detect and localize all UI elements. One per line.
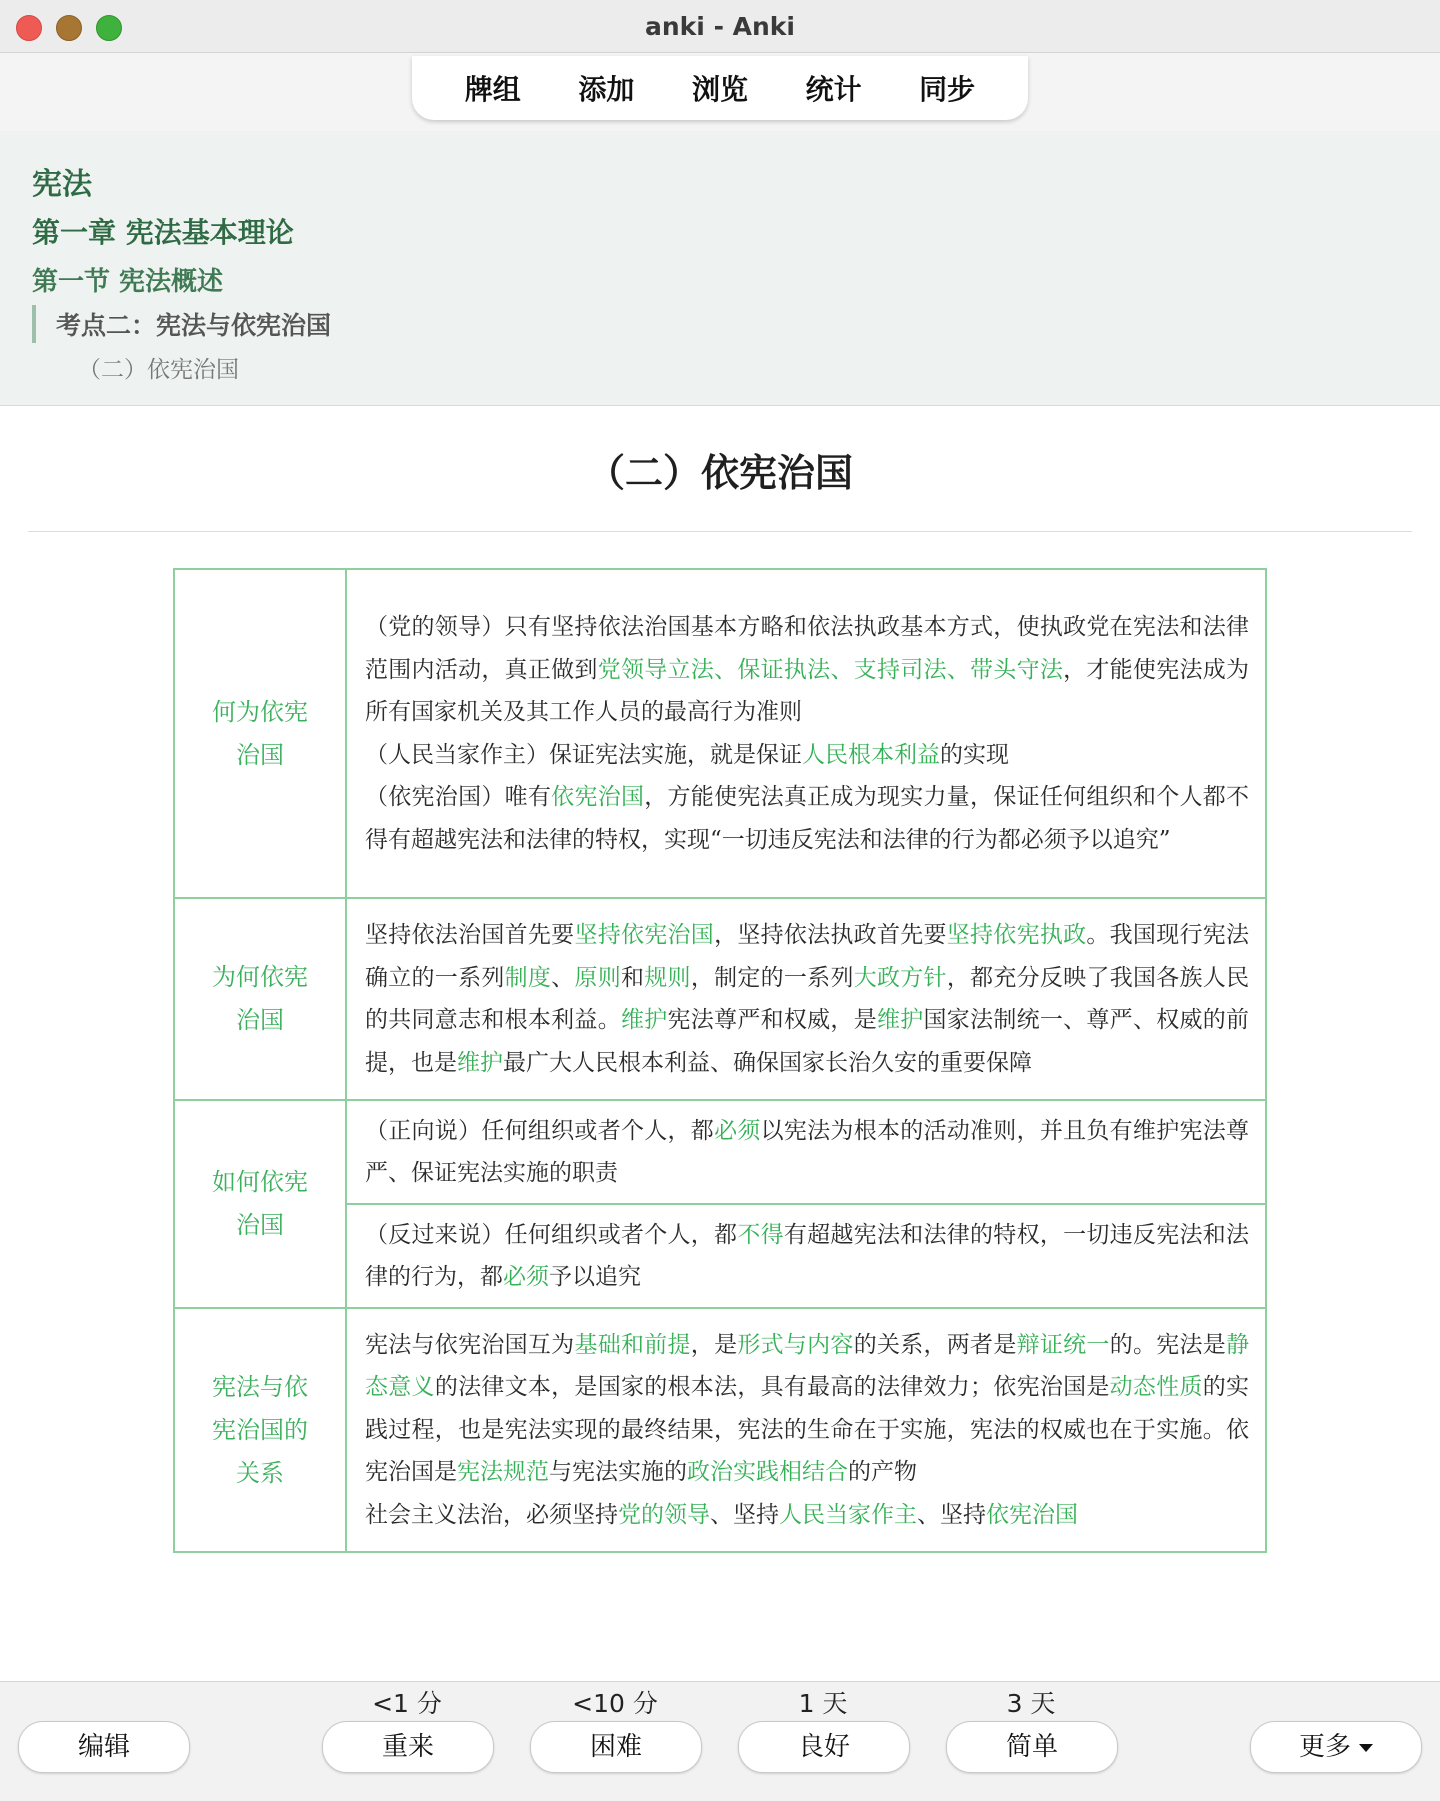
breadcrumb-section: 第一节 宪法概述 <box>32 267 224 297</box>
window-titlebar <box>0 0 1440 53</box>
body-text: 、坚持 <box>917 1501 986 1528</box>
more-label: 更多 <box>1298 1732 1351 1762</box>
row-label <box>174 898 346 1100</box>
toolbar-browse[interactable]: 浏览 <box>691 73 748 106</box>
body-text: （人民当家作主）保证宪法实施，就是保证 <box>365 741 802 768</box>
highlight-text: 人民当家作主 <box>779 1501 917 1528</box>
row-label-line: 治国 <box>236 740 284 769</box>
again-button[interactable]: 重来 <box>322 1721 494 1773</box>
review-bar <box>0 1681 1440 1801</box>
body-text: 、坚持 <box>710 1501 779 1528</box>
highlight-text: 静态意义 <box>365 1331 1250 1401</box>
row-content <box>346 569 1266 898</box>
row-label-line: 如何依宪 <box>212 1168 308 1196</box>
highlight-text: 原则 <box>574 964 621 991</box>
body-text: 以宪法为根本的活动准则，并且负有维护宪法尊严、保证宪法实施的职责 <box>365 1117 1250 1186</box>
breadcrumb-chapter: 第一章 宪法基本理论 <box>32 216 294 249</box>
body-text: 的法律文本，是国家的根本法，具有最高的法律效力；依宪治国是 <box>434 1374 1110 1401</box>
highlight-text: 依宪治国 <box>551 784 645 810</box>
body-text: 和 <box>621 964 645 991</box>
title-divider <box>28 531 1412 532</box>
breadcrumb-subject: 宪法 <box>32 167 92 202</box>
breadcrumb-point: 考点二：宪法与依宪治国 <box>56 311 332 340</box>
highlight-text: 规则 <box>644 964 691 991</box>
body-text: 的。宪法是 <box>1109 1331 1227 1358</box>
highlight-text: 依宪治国 <box>986 1501 1078 1528</box>
body-text: 宪法尊严和权威，是 <box>667 1007 877 1033</box>
body-text: 的实践过程，也是宪法实现的最终结果，宪法的生命在于实施，宪法的权威也在于实施。依宪治国是 <box>365 1374 1250 1486</box>
body-text: ，才能使宪法成为所有国家机关及其工作人员的最高行为准则 <box>365 656 1250 725</box>
body-text: 有超越宪法和法律的特权，一切违反宪法和法律的行为，都 <box>365 1221 1250 1290</box>
easy-interval: 3 天 <box>1006 1689 1056 1718</box>
row-label-line: 治国 <box>236 1006 284 1034</box>
window-title: anki - Anki <box>645 12 795 41</box>
chevron-down-icon <box>1359 1744 1373 1752</box>
row-label-line: 宪治国的 <box>212 1415 308 1444</box>
card-breadcrumb <box>0 131 1440 406</box>
row-label-line: 宪法与依 <box>212 1372 308 1401</box>
body-text: （反过来说）任何组织或者个人，都 <box>365 1221 738 1248</box>
highlight-text: 必须 <box>714 1117 761 1144</box>
highlight-text: 维护 <box>457 1049 503 1076</box>
body-text: 、 <box>551 964 575 991</box>
body-text: ，坚持依法执政首先要 <box>714 922 947 948</box>
highlight-text: 人民根本利益 <box>802 741 940 768</box>
breadcrumb-subpoint: （二）依宪治国 <box>78 357 239 383</box>
highlight-text: 维护 <box>620 1007 668 1033</box>
main-toolbar <box>412 56 1028 120</box>
highlight-text: 党的领导 <box>618 1501 710 1528</box>
highlight-text: 制度 <box>504 964 552 991</box>
row-content <box>346 1100 1266 1204</box>
again-interval: <1 分 <box>372 1689 442 1718</box>
table-row <box>174 898 1266 1100</box>
body-text: 宪法与依宪治国互为 <box>365 1331 575 1358</box>
table-row <box>174 1308 1266 1552</box>
toolbar-sync[interactable]: 同步 <box>919 73 976 106</box>
highlight-text: 坚持依宪治国 <box>574 922 715 948</box>
highlight-text: 政治实践相结合 <box>687 1459 848 1486</box>
row-label-line: 何为依宪 <box>212 697 308 726</box>
row-label <box>174 569 346 898</box>
highlight-text: 坚持依宪执政 <box>946 922 1087 948</box>
table-row <box>174 1100 1266 1204</box>
good-button[interactable]: 良好 <box>738 1721 910 1773</box>
highlight-text: 大政方针 <box>853 964 947 991</box>
toolbar-decks[interactable]: 牌组 <box>464 73 521 106</box>
row-content <box>346 898 1266 1100</box>
toolbar-stats[interactable]: 统计 <box>805 73 862 106</box>
highlight-text: 形式与内容 <box>737 1331 854 1358</box>
more-button[interactable] <box>1250 1721 1422 1773</box>
summary-table <box>173 568 1267 1553</box>
highlight-text: 必须 <box>503 1264 549 1290</box>
row-content <box>346 1308 1266 1552</box>
body-text: 社会主义法治，必须坚持 <box>365 1501 618 1528</box>
body-text: ，是 <box>690 1331 738 1358</box>
easy-button[interactable]: 简单 <box>946 1721 1118 1773</box>
highlight-text: 基础和前提 <box>574 1331 691 1358</box>
body-text: （依宪治国）唯有 <box>365 784 552 810</box>
body-text: 的关系，两者是 <box>853 1331 1017 1358</box>
row-label-line: 治国 <box>236 1211 284 1239</box>
body-text: （党的领导）只有坚持依法治国基本方略和依法执政基本方式，使执政党在宪法和法律范围内活动，真正做到 <box>365 614 1249 683</box>
row-label-line: 为何依宪 <box>212 963 308 991</box>
row-label <box>174 1100 346 1308</box>
body-text: 予以追究 <box>549 1264 641 1290</box>
body-text: 的实现 <box>940 741 1009 768</box>
highlight-text: 辩证统一 <box>1016 1331 1110 1358</box>
highlight-text: 党领导立法、保证执法、支持司法、带头守法 <box>597 656 1064 683</box>
toolbar-add[interactable]: 添加 <box>578 73 635 106</box>
good-interval: 1 天 <box>798 1689 848 1718</box>
body-text: ，制定的一系列 <box>690 964 854 991</box>
body-text: 。我国现行宪法确立的一系列 <box>365 922 1250 991</box>
breadcrumb-indent-bar <box>32 305 36 343</box>
hard-button[interactable]: 困难 <box>530 1721 702 1773</box>
table-row <box>174 569 1266 898</box>
card-title: （二）依宪治国 <box>586 451 853 495</box>
highlight-text: 动态性质 <box>1109 1374 1203 1401</box>
body-text: 与宪法实施的 <box>549 1459 687 1486</box>
edit-button[interactable]: 编辑 <box>18 1721 190 1773</box>
highlight-text: 不得 <box>737 1221 784 1248</box>
body-text: ，方能使宪法真正成为现实力量，保证任何组织和个人都不得有超越宪法和法律的特权，实现“一切违反宪法和法律的行为都必须予以追究” <box>365 784 1250 853</box>
body-text: 的产物 <box>848 1459 917 1486</box>
highlight-text: 宪法规范 <box>457 1459 549 1486</box>
body-text: 国家法制统一、尊严、权威的前提，也是 <box>365 1007 1250 1076</box>
body-text: （正向说）任何组织或者个人，都 <box>365 1117 715 1144</box>
row-label-line: 关系 <box>236 1458 284 1487</box>
row-label <box>174 1308 346 1552</box>
row-content <box>346 1204 1266 1308</box>
body-text: 最广大人民根本利益、确保国家长治久安的重要保障 <box>503 1049 1032 1076</box>
hard-interval: <10 分 <box>572 1689 658 1718</box>
highlight-text: 维护 <box>876 1007 924 1033</box>
body-text: ，都充分反映了我国各族人民的共同意志和根本利益。 <box>365 964 1250 1033</box>
body-text: 坚持依法治国首先要 <box>365 922 575 948</box>
